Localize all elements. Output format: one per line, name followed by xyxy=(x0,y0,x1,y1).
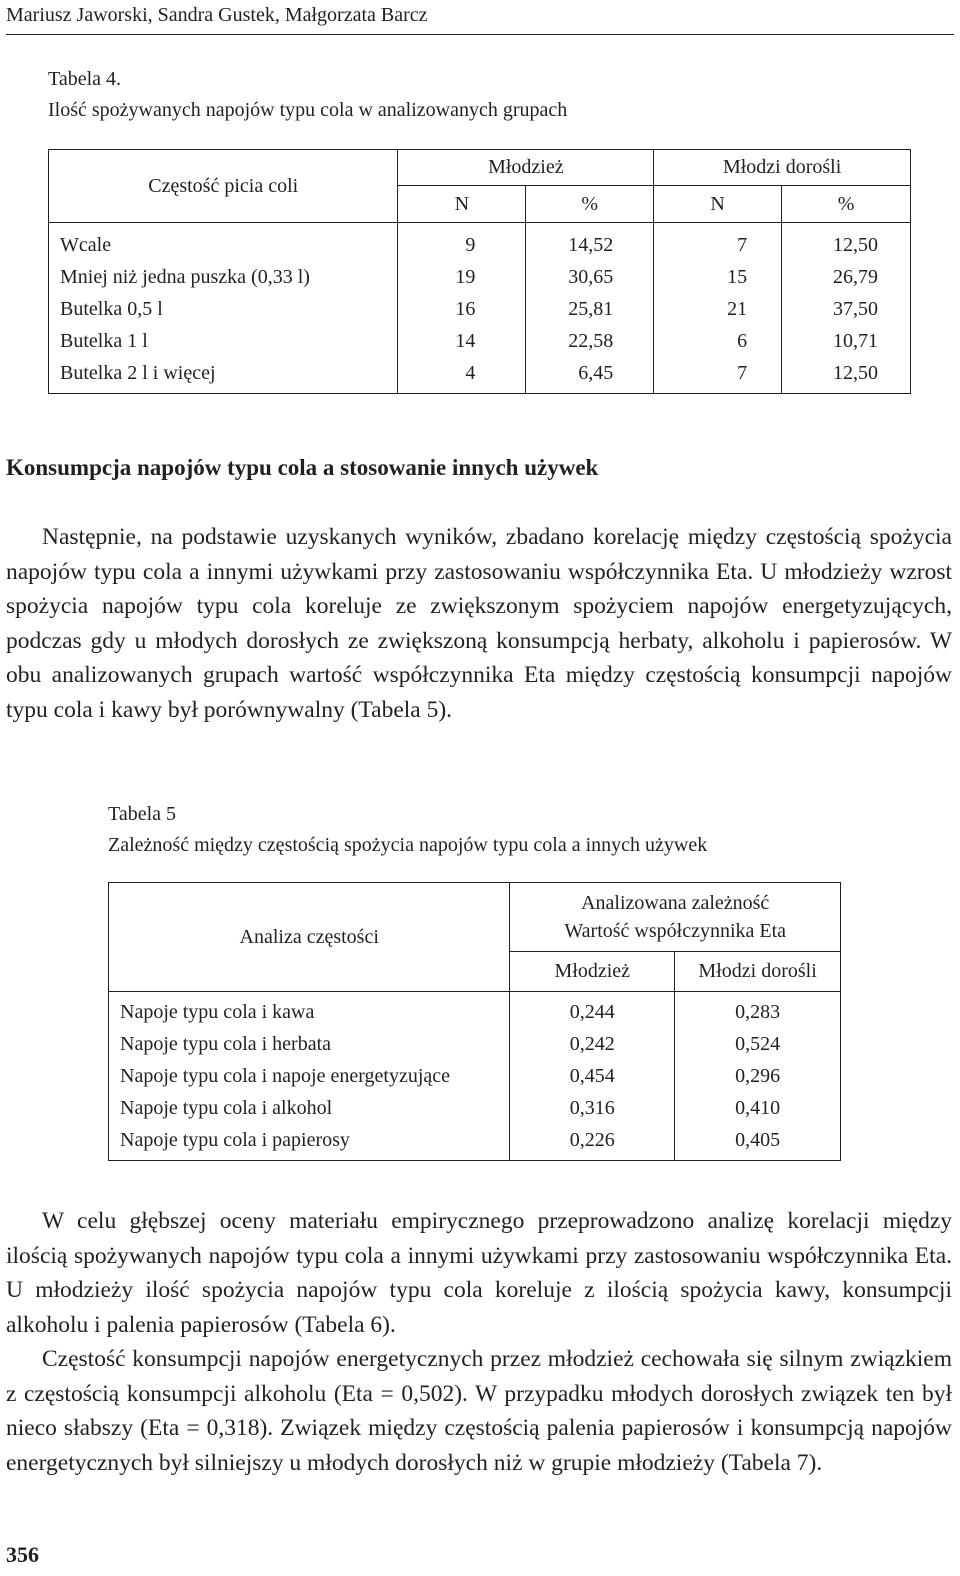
cell-n1: 9 xyxy=(398,223,526,262)
paragraph-3: Częstość konsumpcji napojów energetycznych przez młodzież cechowała się silnym związkiem z częstością konsumpcji alkoholu (Eta = 0,502). W przypadku młodych dorosłych związek ten był nieco słabszy (Eta = 0,318). Związek między częstością palenia papierosów i konsumpcją napojów energetycznych był silniejszy u młodych dorosłych niż w grupie młodzieży (Tabela 7). xyxy=(6,1346,952,1476)
table4-col-n1: N xyxy=(398,186,526,223)
cell-v2: 0,410 xyxy=(675,1092,841,1124)
cell-n1: 14 xyxy=(398,325,526,357)
table-row xyxy=(49,261,911,293)
table-row xyxy=(49,357,911,394)
cell-n2: 21 xyxy=(654,293,782,325)
cell-v2: 0,524 xyxy=(675,1028,841,1060)
cell-v2: 0,405 xyxy=(675,1124,841,1161)
row-label: Mniej niż jedna puszka (0,33 l) xyxy=(49,261,398,293)
table5-col-youth: Młodzież xyxy=(510,951,675,991)
table-row xyxy=(109,1092,841,1124)
table5 xyxy=(108,882,841,1161)
table5-group-line1: Analizowana zależność xyxy=(581,891,770,914)
cell-p2: 12,50 xyxy=(782,357,911,394)
table-row xyxy=(49,223,911,262)
cell-p1: 14,52 xyxy=(526,223,654,262)
table-row xyxy=(49,325,911,357)
cell-p2: 12,50 xyxy=(782,223,911,262)
table-row xyxy=(109,1060,841,1092)
row-label: Butelka 0,5 l xyxy=(49,293,398,325)
table5-row-header: Analiza częstości xyxy=(109,883,510,992)
cell-v1: 0,454 xyxy=(510,1060,675,1092)
table-row xyxy=(49,293,911,325)
table4-col-n2: N xyxy=(654,186,782,223)
row-label: Wcale xyxy=(49,223,398,262)
cell-n2: 7 xyxy=(654,223,782,262)
cell-n1: 19 xyxy=(398,261,526,293)
cell-p1: 25,81 xyxy=(526,293,654,325)
table4 xyxy=(48,149,911,394)
cell-v1: 0,226 xyxy=(510,1124,675,1161)
cell-p1: 6,45 xyxy=(526,357,654,394)
row-label: Butelka 2 l i więcej xyxy=(49,357,398,394)
table5-title: Zależność między częstością spożycia napojów typu cola a innych używek xyxy=(108,834,708,856)
paragraph-2: W celu głębszej oceny materiału empirycznego przeprowadzono analizę korelacji między ilością spożywanych napojów typu cola a innymi używkami przy zastosowaniu współczynnika Eta. U młodzieży ilość spożycia napojów typu cola koreluje z ilością spożycia kawy, konsumpcji alkoholu i palenia papierosów (Tabela 6). xyxy=(6,1208,952,1338)
row-label: Napoje typu cola i alkohol xyxy=(109,1092,510,1124)
cell-v2: 0,296 xyxy=(675,1060,841,1092)
cell-n2: 6 xyxy=(654,325,782,357)
row-label: Napoje typu cola i papierosy xyxy=(109,1124,510,1161)
table4-caption xyxy=(48,64,567,126)
authors: Mariusz Jaworski, Sandra Gustek, Małgorzata Barcz xyxy=(6,4,428,26)
table4-row-header: Częstość picia coli xyxy=(49,150,398,223)
running-header xyxy=(6,0,954,35)
table5-label: Tabela 5 xyxy=(108,803,177,825)
row-label: Butelka 1 l xyxy=(49,325,398,357)
table-row xyxy=(109,992,841,1029)
table4-label: Tabela 4. xyxy=(48,68,122,90)
table4-group-adults: Młodzi dorośli xyxy=(654,150,911,186)
cell-n2: 15 xyxy=(654,261,782,293)
table5-col-adults: Młodzi dorośli xyxy=(675,951,841,991)
cell-p2: 26,79 xyxy=(782,261,911,293)
row-label: Napoje typu cola i herbata xyxy=(109,1028,510,1060)
cell-v1: 0,244 xyxy=(510,992,675,1029)
paragraph-1: Następnie, na podstawie uzyskanych wyników, zbadano korelację między częstością spożycia napojów typu cola a innymi używkami przy zastosowaniu współczynnika Eta. U młodzieży wzrost spożycia napojów typu cola koreluje ze zwiększonym spożyciem napojów energetyzujących, podczas gdy u młodych dorosłych ze zwiększoną konsumpcją herbaty, alkoholu i papierosów. W obu analizowanych grupach wartość współczynnika Eta między częstością konsumpcji napojów typu cola i kawy był porównywalny (Tabela 5). xyxy=(6,524,952,723)
row-label: Napoje typu cola i napoje energetyzujące xyxy=(109,1060,510,1092)
cell-p2: 37,50 xyxy=(782,293,911,325)
row-label: Napoje typu cola i kawa xyxy=(109,992,510,1029)
table4-title: Ilość spożywanych napojów typu cola w analizowanych grupach xyxy=(48,99,568,121)
cell-n1: 4 xyxy=(398,357,526,394)
table4-group-youth: Młodzież xyxy=(398,150,654,186)
cell-n1: 16 xyxy=(398,293,526,325)
cell-p1: 22,58 xyxy=(526,325,654,357)
table4-col-pct2: % xyxy=(782,186,911,223)
table5-caption xyxy=(108,799,707,861)
table-row xyxy=(109,1124,841,1161)
table5-group-header xyxy=(510,883,841,952)
cell-p2: 10,71 xyxy=(782,325,911,357)
cell-v1: 0,316 xyxy=(510,1092,675,1124)
cell-p1: 30,65 xyxy=(526,261,654,293)
table4-col-pct1: % xyxy=(526,186,654,223)
section-heading: Konsumpcja napojów typu cola a stosowanie innych używek xyxy=(6,455,599,480)
cell-v2: 0,283 xyxy=(675,992,841,1029)
page-number: 356 xyxy=(6,1542,39,1567)
table5-group-line2: Wartość współczynnika Eta xyxy=(564,919,787,942)
cell-n2: 7 xyxy=(654,357,782,394)
cell-v1: 0,242 xyxy=(510,1028,675,1060)
table-row xyxy=(109,1028,841,1060)
